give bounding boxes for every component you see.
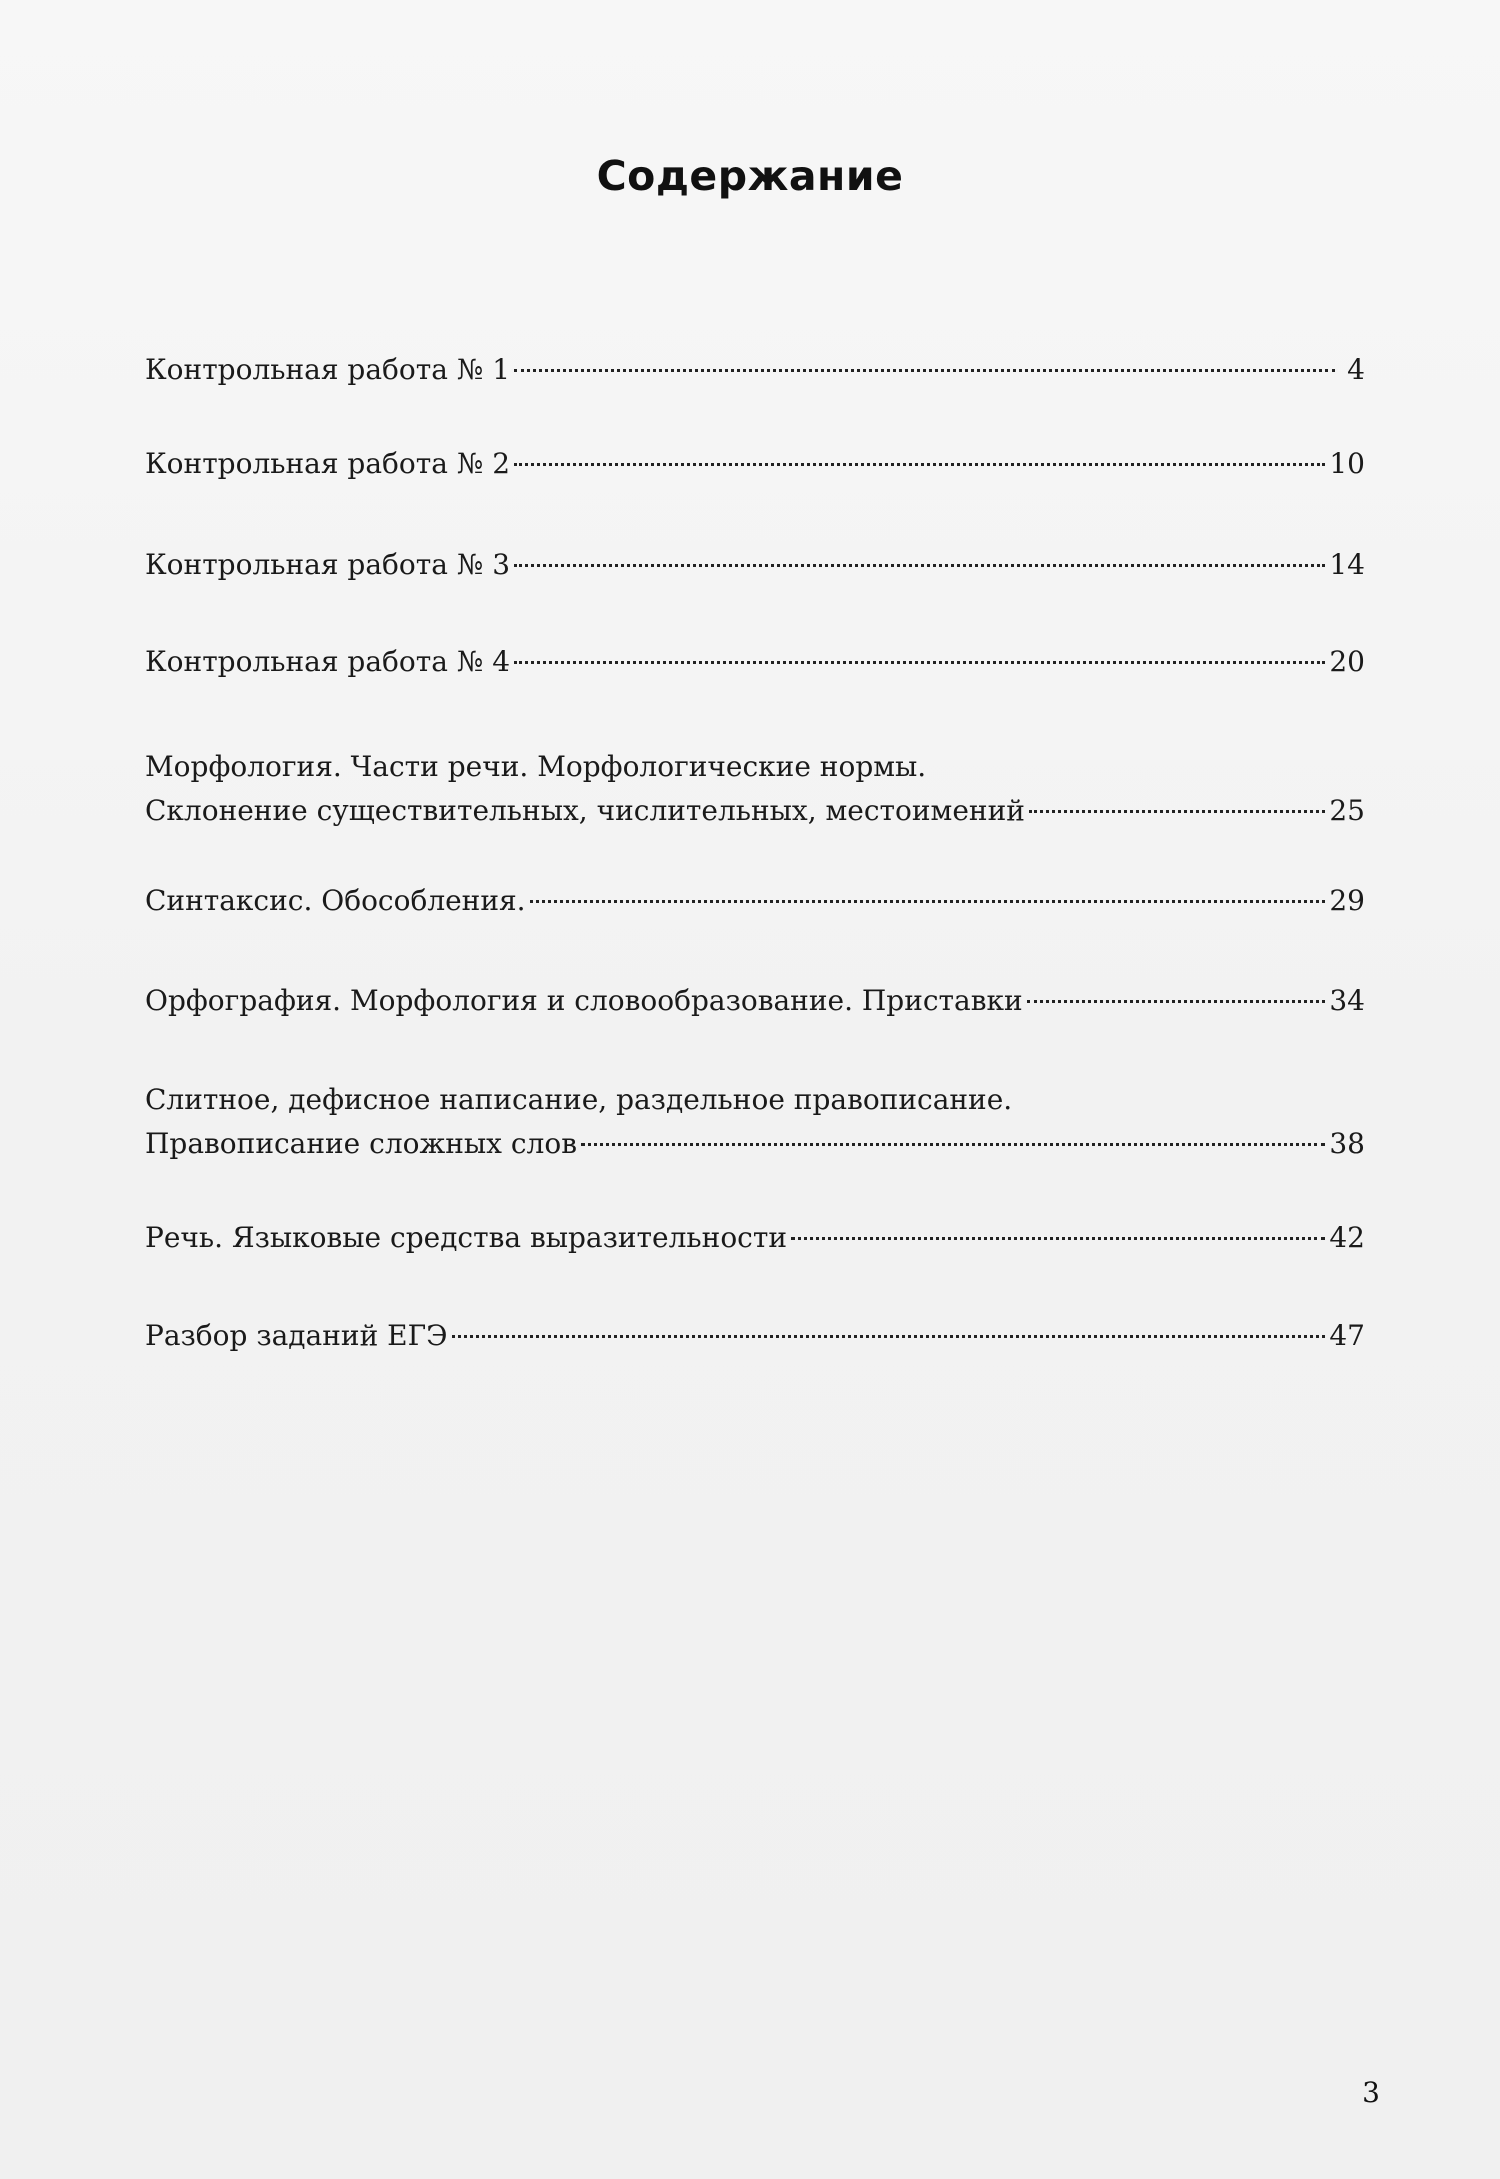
page-number: 3 (1362, 2076, 1380, 2109)
toc-entry-title: Синтаксис. Обособления. (145, 884, 526, 917)
toc-entry-control-4 (145, 640, 1365, 684)
toc-leader-dots (514, 369, 1335, 372)
toc-entry-title: Разбор заданий ЕГЭ (145, 1319, 448, 1352)
toc-leader-dots (514, 661, 1325, 664)
toc-entry-title: Контрольная работа № 3 (145, 548, 511, 581)
toc-entry-page: 20 (1329, 645, 1365, 678)
toc-entry-exam (145, 1314, 1365, 1358)
toc-entry-syntax (145, 879, 1365, 923)
toc-entry-title: Контрольная работа № 1 (145, 353, 511, 386)
toc-leader-dots (581, 1143, 1325, 1146)
toc-entry-page: 42 (1329, 1221, 1365, 1254)
toc-leader-dots (1027, 1000, 1326, 1003)
toc-leader-dots (452, 1335, 1326, 1338)
toc-entry-page: 38 (1329, 1127, 1365, 1160)
toc-entry-control-3 (145, 543, 1365, 587)
toc-entry-title: Склонение существительных, числительных, местоимений (145, 794, 1025, 827)
toc-entry-page: 10 (1329, 447, 1365, 480)
toc-entry-title: Правописание сложных слов (145, 1127, 577, 1160)
toc-entry-title: Речь. Языковые средства выразительности (145, 1221, 788, 1254)
toc-entry-title: Контрольная работа № 2 (145, 447, 511, 480)
toc-entry-speech (145, 1216, 1365, 1260)
toc-entry-page: 14 (1329, 548, 1365, 581)
toc-entry-page: 4 (1347, 353, 1365, 386)
toc-entry-title: Орфография. Морфология и словообразование. Приставки (145, 984, 1023, 1017)
toc-entry-title: Контрольная работа № 4 (145, 645, 511, 678)
page-title: Содержание (596, 152, 904, 200)
toc-entry-orthography (145, 979, 1365, 1023)
toc-leader-dots (1029, 810, 1325, 813)
toc-entry-control-2 (145, 442, 1365, 486)
toc-leader-dots (530, 900, 1326, 903)
toc-entry-page: 47 (1329, 1319, 1365, 1352)
toc-leader-dots (791, 1237, 1325, 1240)
toc-entry-page: 34 (1329, 984, 1365, 1017)
toc-entry-control-1 (145, 348, 1365, 392)
toc-leader-dots (514, 463, 1325, 466)
toc-entry-title-line: Слитное, дефисное написание, раздельное правописание. (145, 1083, 1013, 1116)
toc-leader-dots (514, 564, 1325, 567)
toc-entry-title-line: Морфология. Части речи. Морфологические нормы. (145, 750, 927, 783)
toc-entry-morphology (145, 745, 1365, 833)
toc-entry-page: 29 (1329, 884, 1365, 917)
toc-entry-page: 25 (1329, 794, 1365, 827)
toc-entry-spelling (145, 1078, 1365, 1166)
